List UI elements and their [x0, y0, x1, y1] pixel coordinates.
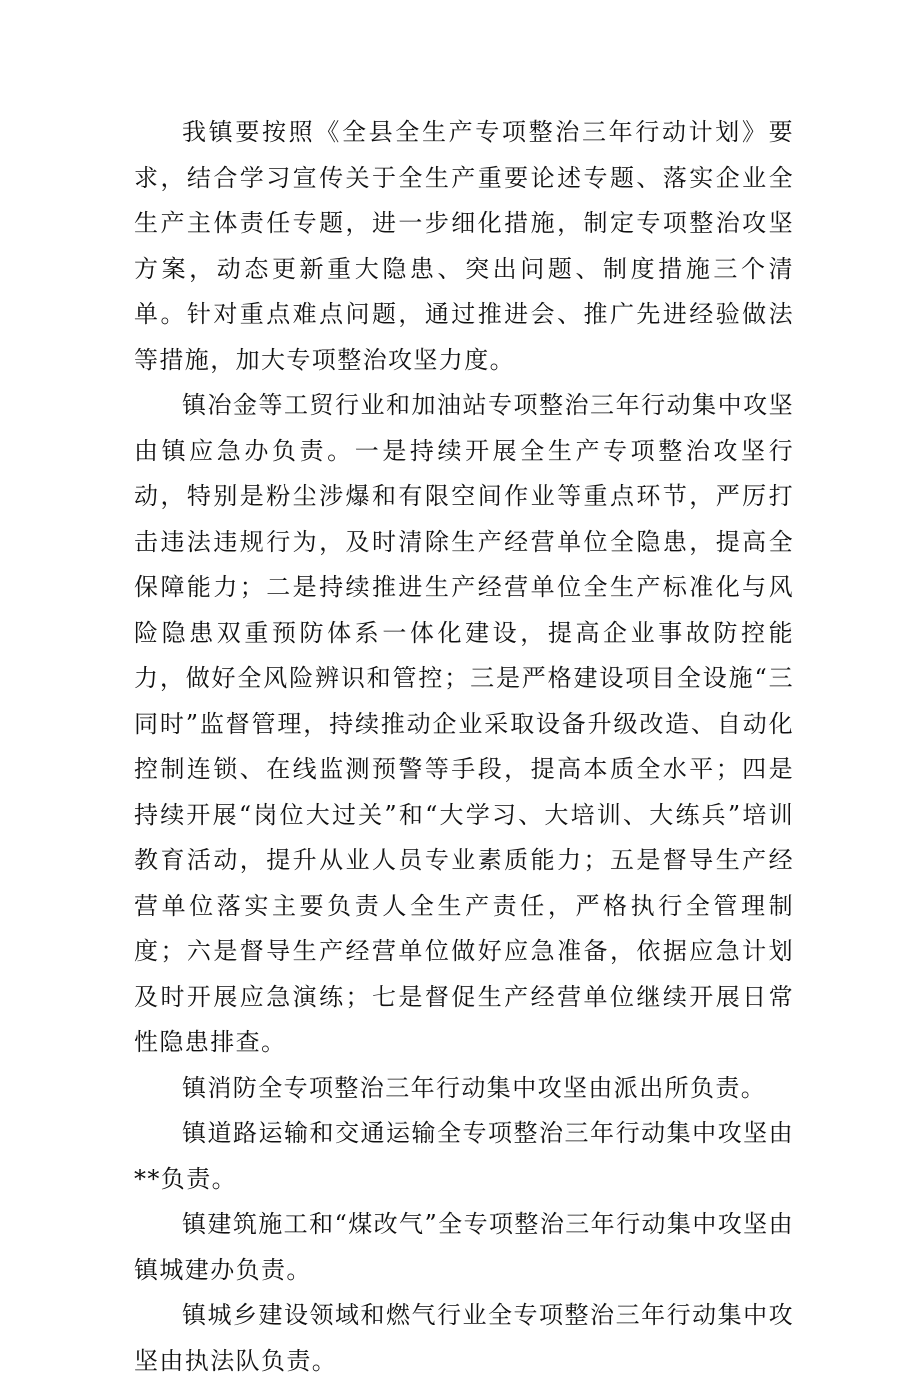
paragraph-fire-safety: 镇消防全专项整治三年行动集中攻坚由派出所负责。 [182, 1073, 767, 1102]
paragraph-construction-coal-to-gas: 镇建筑施工和“煤改气”全专项整治三年行动集中攻坚由镇城建办负责。 [134, 1210, 794, 1284]
document-body [134, 110, 794, 1384]
paragraph-urban-rural-gas: 镇城乡建设领域和燃气行业全专项整治三年行动集中攻坚由执法队负责。 [134, 1301, 794, 1375]
paragraph-plan-requirements: 我镇要按照《全县全生产专项整治三年行动计划》要求，结合学习宣传关于全生产重要论述专题、落实企业全生产主体责任专题，进一步细化措施，制定专项整治攻坚方案，动态更新重大隐患、突出问题、制度措施三个清单。针对重点难点问题，通过推进会、推广先进经验做法等措施，加大专项整治攻坚力度。 [134, 118, 794, 374]
paragraph-metallurgy-gas-station: 镇冶金等工贸行业和加油站专项整治三年行动集中攻坚由镇应急办负责。一是持续开展全生产专项整治攻坚行动，特别是粉尘涉爆和有限空间作业等重点环节，严厉打击违法违规行为，及时清除生产经营单位全隐患，提高全保障能力；二是持续推进生产经营单位全生产标准化与风险隐患双重预防体系一体化建设，提高企业事故防控能力，做好全风险辨识和管控；三是严格建设项目全设施“三同时”监督管理，持续推动企业采取设备升级改造、自动化控制连锁、在线监测预警等手段，提高本质全水平；四是持续开展“岗位大过关”和“大学习、大培训、大练兵”培训教育活动，提升从业人员专业素质能力；五是督导生产经营单位落实主要负责人全生产责任，严格执行全管理制度；六是督导生产经营单位做好应急准备，依据应急计划及时开展应急演练；七是督促生产经营单位继续开展日常性隐患排查。 [134, 391, 794, 1056]
paragraph-road-transport: 镇道路运输和交通运输全专项整治三年行动集中攻坚由**负责。 [134, 1119, 794, 1193]
